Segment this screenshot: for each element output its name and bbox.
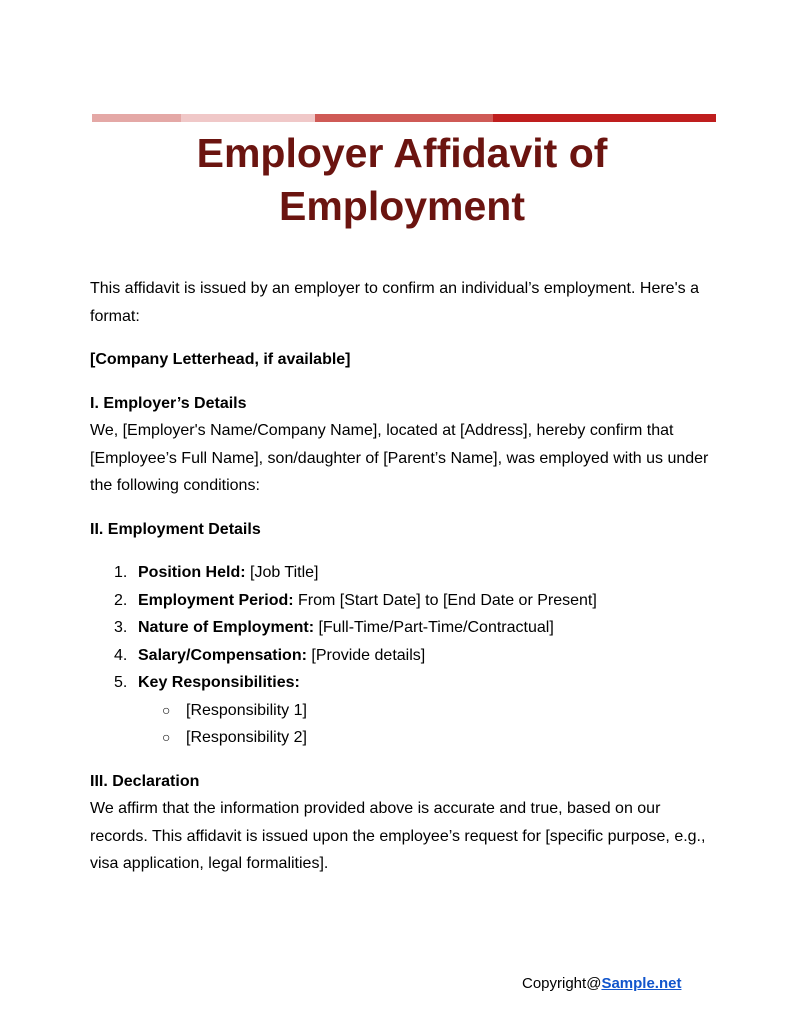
list-number: 3.: [114, 619, 128, 636]
employment-details-list: [90, 559, 714, 752]
list-item-label: Employment Period:: [138, 591, 294, 609]
sample-net-link[interactable]: Sample.net: [601, 975, 682, 992]
responsibility-text: [Responsibility 1]: [186, 701, 307, 719]
section-heading-employment-details: II. Employment Details: [90, 520, 261, 538]
section-heading-declaration: III. Declaration: [90, 772, 200, 790]
employer-details-paragraph: We, [Employer's Name/Company Name], located at [Address], hereby confirm that [Employee’s Full Name], son/daughter of [Parent’s Name], was employed with us under the following conditions:: [90, 422, 709, 494]
declaration-paragraph: We affirm that the information provided above is accurate and true, based on our records. This affidavit is issued upon the employee’s request for [specific purpose, e.g., visa application, legal formalities].: [90, 800, 706, 872]
list-item: [114, 642, 714, 670]
responsibilities-list: [138, 697, 714, 752]
copyright-prefix: Copyright@: [522, 975, 602, 992]
list-item-value: [Job Title]: [245, 564, 319, 581]
list-number: 4.: [114, 646, 128, 664]
responsibility-text: [Responsibility 2]: [186, 729, 307, 746]
copyright-footer: [522, 974, 681, 994]
hollow-bullet-icon: ○: [162, 729, 171, 745]
color-bar-segment: [493, 114, 716, 122]
document-title: Employer Affidavit of Employment: [196, 130, 608, 229]
list-item-label: Salary/Compensation:: [138, 646, 307, 664]
list-number: 2.: [114, 591, 128, 609]
list-item-label: Nature of Employment:: [138, 619, 315, 636]
list-item-label: Key Responsibilities:: [138, 674, 300, 691]
list-item-value: [Provide details]: [306, 646, 426, 664]
list-item: [114, 614, 714, 642]
list-item: [162, 697, 714, 725]
list-item: [114, 587, 714, 615]
letterhead-placeholder: [Company Letterhead, if available]: [90, 351, 351, 368]
list-item: [114, 669, 714, 752]
hollow-bullet-icon: ○: [162, 701, 171, 718]
intro-paragraph: This affidavit is issued by an employer to confirm an individual’s employment. Here's a format:: [90, 280, 699, 325]
color-bar-segment: [315, 114, 493, 122]
list-number: 1.: [114, 564, 128, 581]
list-item-value: [Full-Time/Part-Time/Contractual]: [314, 619, 554, 636]
list-item: [162, 724, 714, 752]
section-heading-employer-details: I. Employer’s Details: [90, 394, 247, 412]
color-bar-segment: [181, 114, 315, 122]
color-bar-segment: [92, 114, 181, 122]
list-number: 5.: [114, 674, 128, 691]
list-item-value: From [Start Date] to [End Date or Present]: [293, 591, 597, 609]
list-item: [114, 559, 714, 587]
decorative-color-bar: [92, 114, 716, 122]
list-item-label: Position Held:: [138, 564, 246, 581]
document-body: [90, 275, 714, 878]
